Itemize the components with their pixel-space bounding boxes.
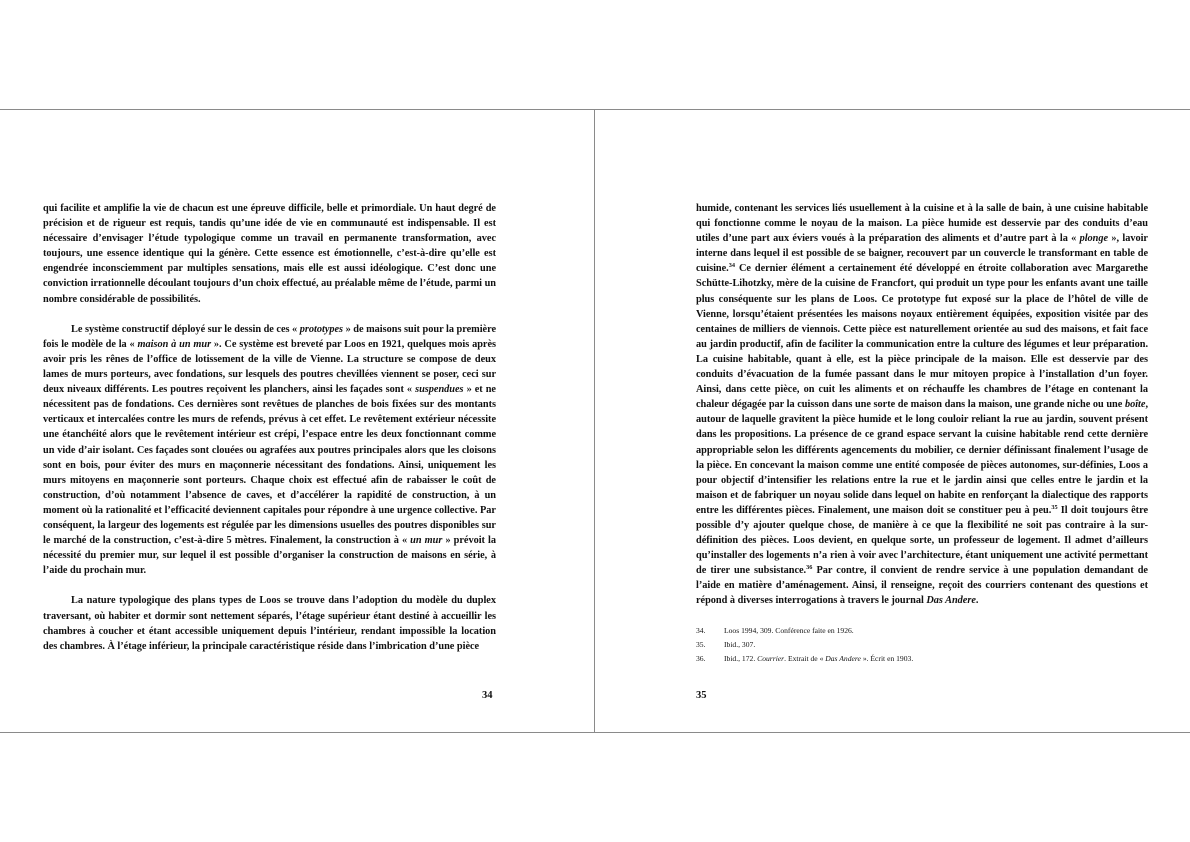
italic-text: Das Andere [926, 595, 976, 607]
text-run: . [975, 595, 979, 607]
footnote-number: 34. [696, 626, 706, 635]
footnote-number: 36. [696, 654, 706, 663]
footnote-ref: 35 [1051, 503, 1058, 511]
text-run: ». Ce système est breveté par Loos en 1921, quelques mois après avoir pris les rênes de l’office de lotissement de la ville de Vienne. La structure se compose de deux lames de murs porteurs, avec fondations, sur lesquels des poutres chevillées viennent se poser, ceci sur deux niveaux différents. Les poutres reçoivent les planchers, ainsi les façades sont « [43, 338, 497, 396]
text-run: Ce dernier élément a certainement été développé en étroite collaboration avec Margarethe Schütte-Lihotzky, mère de la cuisine de Francfort, qui produit un type pour les enfants avant une taille plus conséquente sur les plans de Loos. Ce prototype fut exposé sur la place de l’hôtel de ville de Vienne, lorsqu’étaient présentées les maisons noyaux entièrement équipées, exposition visitée par des centaines de milliers de viennois. Cette pièce est naturellement orientée au sud des maisons, et fait face au jardin productif, afin de faciliter la communication entre la culture des légumes et leur préparation. La cuisine habitable, quant à elle, est la pièce principale de la maison. Elle est desservie par des conduits d’évacuation de la fumée passant dans le mur mitoyen propice à l’installation d’un foyer. Ainsi, dans cette pièce, on cuit les aliments et on réchauffe les chambres de l’étage en contenant la chaleur dégagée par la cuisson dans une sorte de maison dans la maison, une grande niche ou une [696, 263, 1148, 411]
left-page-body [43, 201, 496, 654]
italic-text: Das Andere [825, 654, 861, 663]
text-run: » et ne nécessitent pas de fondations. Ces dernières sont revêtues de planches de bois fixées sur des montants verticaux et intercalées contre les murs de refends, prévus à cet effet. Le revêtement extérieur nécessite une étanchéité alors que le revêtement intérieur est crépi, l’espace entre les deux fonctionnant comme un vide d’air isolant. Ces façades sont clouées ou agrafées aux poutres principales alors que les cloisons sont en bois, pour éviter des murs en maçonnerie nécessitant des fondations. Ainsi, uniquement les murs mitoyens en maçonnerie sont porteurs. Chaque choix est effectué afin de rabaisser le coût de construction, d’où notamment l’absence de caves, et d’accélérer la rapidité de construction, à un moment où la rationalité et l’efficacité deviennent capitales pour répondre à une urgence collective. Par conséquent, la largeur des logements est régulée par les dimensions usuelles des poutres disponibles sur le marché de la construction, c’est-à-dire 5 mètres. Finalement, la construction à « [43, 384, 496, 547]
footnotes [696, 624, 1148, 666]
left-page-number: 34 [482, 690, 493, 701]
italic-text: Courrier [757, 654, 785, 663]
text-run: Le système constructif déployé sur le dessin de ces « [71, 323, 300, 335]
footnote-number: 35. [696, 640, 706, 649]
left-paragraph-1 [43, 201, 496, 307]
footnote-text [724, 652, 913, 666]
text-run: La nature typologique des plans types de Loos se trouve dans l’adoption du modèle du duplex traversant, où habiter et dormir sont nettement séparés, l’étage supérieur étant destiné à accueillir les chambres à coucher et étant accessible uniquement depuis l’intérieur, rendant impossible la location des chambres. À l’étage inférieur, la principale caractéristique réside dans l’imbrication d’une pièce [43, 595, 496, 652]
text-run: » prévoit la nécessité du premier mur, sur lequel il est possible d’organiser la construction de maisons en série, à l’aide du prochain mur. [43, 535, 497, 577]
text-run: » de maisons suit pour la première fois le modèle de la « [43, 323, 497, 350]
footnote-ref: 34 [728, 262, 736, 270]
italic-text: plonge [1079, 233, 1109, 245]
text-run: humide, contenant les services liés usuellement à la cuisine et à la salle de bain, à une cuisine habitable qui fonctionne comme le noyau de la maison. La pièce humide est desservie par des conduits d’eau utiles d’une part aux éviers voués à la préparation des aliments et d’autre part à la « [696, 203, 1148, 245]
italic-text: un mur [410, 535, 443, 547]
page-gutter-divider [594, 109, 595, 733]
text-run: Ibid., 307. [724, 640, 756, 649]
text-run: qui facilite et amplifie la vie de chacun est une épreuve difficile, belle et primordiale. Un haut degré de précision et de rigueur est requis, tandis qu’une idée de vie en communauté est indispensable. Il est nécessaire d’envisager l’étude typologique comme un travail en permanente transformation, avec toujours, une essence identique qui la génère. Cette essence est émotionnelle, c’est-à-dire qu’elle est engendrée inconsciemment par multiples sensations, mais elle est aussi idéologique. C’est donc une conviction irrationnelle découlant toujours d’un choix effectué, au préalable même de l’étude, parmi un nombre considérable de possibilités. [43, 203, 496, 305]
text-run: Loos 1994, 309. Conférence faite en 1926. [724, 626, 854, 635]
right-page-number: 35 [696, 690, 707, 701]
top-page-edge [0, 109, 1190, 110]
footnote-text [724, 624, 854, 638]
footnote-ref: 36 [806, 564, 813, 572]
italic-text: boîte [1124, 399, 1146, 411]
text-run: », lavoir interne dans lequel il est possible de se baigner, recouvert par un couvercle le transformant en table de cuisine. [696, 233, 1148, 275]
footnote [696, 652, 1148, 666]
footnote [696, 638, 1148, 652]
footnote-text [724, 638, 755, 652]
text-run: . Extrait de « [784, 654, 826, 663]
left-paragraph-2 [43, 322, 496, 579]
text-run: ». Écrit en 1903. [860, 654, 914, 663]
text-run: Par contre, il convient de rendre service à une population demandant de l’aide en matière d’aménagement. Ainsi, il renseigne, reçoit des courriers contenant des questions et répond à diverses interrogations à travers le journal [696, 565, 1148, 607]
italic-text: suspendues [415, 384, 464, 396]
text-run: Il doit toujours être possible d’y ajouter quelque chose, de manière à ce que la flexibilité ne soit pas contraire à la sur-définition des pièces. Loos devient, en quelque sorte, un professeur de logement. Il admet d’ailleurs qu’installer des logements n’a rien à voir avec l’architecture, étant uniquement une activité permettant de tirer une subsistance. [696, 504, 1148, 577]
bottom-page-edge [0, 732, 1190, 733]
right-paragraph-1 [696, 201, 1148, 609]
italic-text: maison à un mur [137, 338, 212, 350]
left-paragraph-3 [43, 593, 496, 653]
text-run: , autour de laquelle gravitent la pièce humide et le long couloir reliant la rue au jardin, souvent présent dans les propositions. La présence de ce grand espace servant la cuisine habitable rend cette dernière appropriable selon les différents agencements du mobilier, ce dernier définissant finalement l’usage de la pièce. En concevant la maison comme une entité composée de pièces autonomes, sur-définies, Loos a pour objectif d’intensifier les relations entre la rue et le jardin ainsi que celles entre le jardin et la maison et de fabriquer un noyau solide dans lequel on habite en renforçant la dialectique des rapports entre les différentes pièces. Finalement, une maison doit se constituer peu à peu. [696, 399, 1148, 516]
right-page-body [696, 201, 1148, 609]
italic-text: prototypes [299, 323, 344, 335]
footnote [696, 624, 1148, 638]
text-run: Ibid., 172. [724, 654, 758, 663]
